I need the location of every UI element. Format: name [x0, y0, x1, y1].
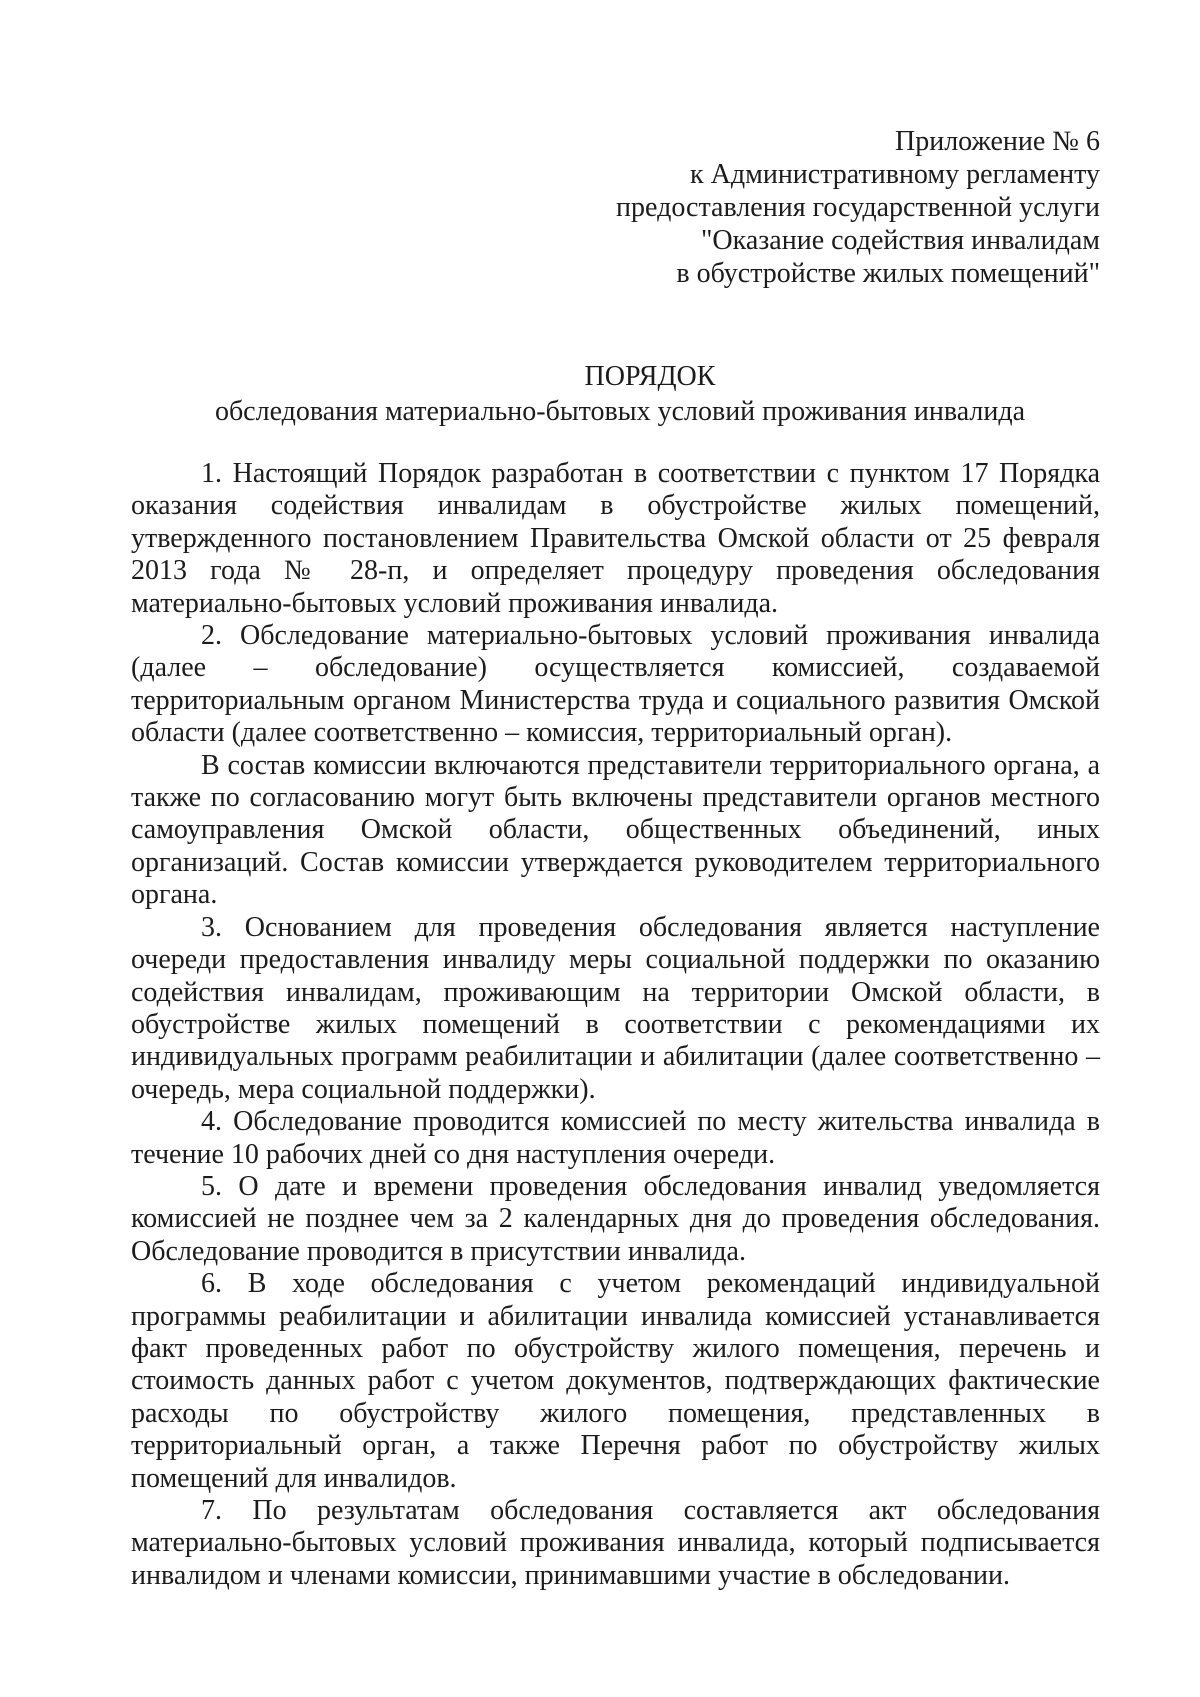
appendix-header [616, 125, 1100, 290]
paragraph: В состав комиссии включаются представители территориального органа, а также по согласованию могут быть включены представители органов местного самоуправления Омской области, общественных объединений, иных организаций. Состав комиссии утверждается руководителем территориального органа. [131, 749, 1100, 911]
paragraph: 5. О дате и времени проведения обследования инвалид уведомляется комиссией не позднее чем за 2 календарных дня до проведения обследования. Обследование проводится в присутствии инвалида. [131, 1170, 1100, 1267]
appendix-reference-line: "Оказание содействия инвалидам [700, 225, 1100, 256]
document-subtitle: обследования материально-бытовых условий проживания инвалида [214, 396, 1026, 427]
paragraph: 4. Обследование проводится комиссией по месту жительства инвалида в течение 10 рабочих дней со дня наступления очереди. [131, 1106, 1100, 1170]
appendix-reference-line: в обустройстве жилых помещений" [676, 258, 1100, 289]
document-body [131, 458, 1100, 1592]
paragraph: 3. Основанием для проведения обследования является наступление очереди предоставления инвалиду меры социальной поддержки по оказанию содействия инвалидам, проживающим на территории Омской области, в обустройстве жилых помещений в соответствии с рекомендациями их индивидуальных программ реабилитации и абилитации (далее соответственно – очередь, мера социальной поддержки). [131, 911, 1100, 1105]
appendix-reference-line: к Административному регламенту [690, 159, 1100, 190]
paragraph: 6. В ходе обследования с учетом рекомендаций индивидуальной программы реабилитации и абилитации инвалида комиссией устанавливается факт проведенных работ по обустройству жилого помещения, перечень и стоимость данных работ с учетом документов, подтверждающих фактические расходы по обустройству жилого помещения, представленных в территориальный орган, а также Перечня работ по обустройству жилых помещений для инвалидов. [131, 1268, 1100, 1494]
paragraph: 1. Настоящий Порядок разработан в соответствии с пунктом 17 Порядка оказания содействия инвалидам в обустройстве жилых помещений, утвержденного постановлением Правительства Омской области от 25 февраля 2013 года № 28-п, и определяет процедуру проведения обследования материально-бытовых условий проживания инвалида. [131, 458, 1100, 619]
appendix-reference-line: предоставления государственной услуги [616, 192, 1100, 223]
appendix-number: Приложение № 6 [895, 126, 1100, 157]
document-title: ПОРЯДОК [584, 361, 716, 392]
paragraph: 7. По результатам обследования составляется акт обследования материально-бытовых условий проживания инвалида, который подписывается инвалидом и членами комиссии, принимавшими участие в обследовании. [131, 1495, 1100, 1591]
paragraph: 2. Обследование материально-бытовых условий проживания инвалида (далее – обследование) осуществляется комиссией, создаваемой территориальным органом Министерства труда и социального развития Омской области (далее соответственно – комиссия, территориальный орган). [131, 620, 1100, 749]
